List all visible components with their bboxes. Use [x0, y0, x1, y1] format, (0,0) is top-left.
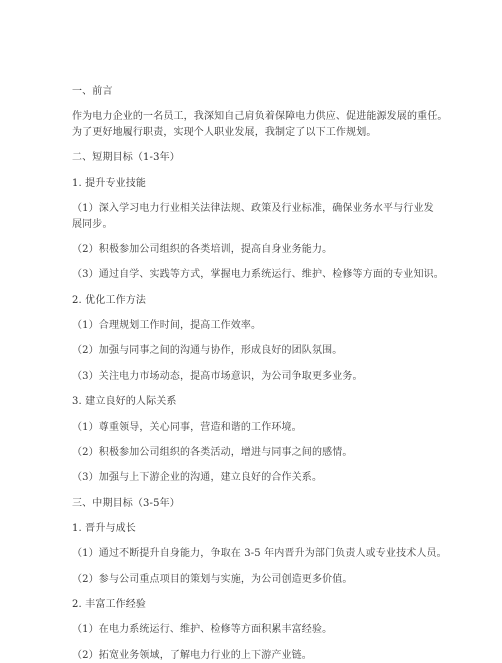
- paragraph-line: 作为电力企业的一名员工，我深知自己肩负着保障电力供应、促进能源发展的重任。: [72, 111, 448, 122]
- subheading-promotion: 1. 晋升与成长: [72, 523, 136, 534]
- section-heading-preface: 一、前言: [72, 86, 113, 97]
- list-item: （1）通过不断提升自身能力，争取在 3-5 年内晋升为部门负责人或专业技术人员。: [72, 548, 447, 559]
- list-item: （2）积极参加公司组织的各类培训，提高自身业务能力。: [72, 244, 333, 255]
- list-item: （3）通过自学、实践等方式，掌握电力系统运行、维护、检修等方面的专业知识。: [72, 269, 444, 280]
- list-item: （2）拓宽业务领域，了解电力行业的上下游产业链。: [72, 650, 312, 661]
- section-heading-mid-term: 三、中期目标（3-5年）: [72, 498, 180, 509]
- subheading-relationships: 3. 建立良好的人际关系: [72, 396, 177, 407]
- list-item: （3）关注电力市场动态，提高市场意识，为公司争取更多业务。: [72, 371, 363, 382]
- list-item: （2）参与公司重点项目的策划与实施，为公司创造更多价值。: [72, 574, 353, 585]
- list-item-continuation: 展同步。: [72, 219, 113, 230]
- subheading-methods: 2. 优化工作方法: [72, 295, 147, 306]
- list-item: （3）加强与上下游企业的沟通，建立良好的合作关系。: [72, 472, 323, 483]
- paragraph-line: 为了更好地履行职责，实现个人职业发展，我制定了以下工作规划。: [72, 127, 377, 138]
- list-item: （1）尊重领导，关心同事，营造和谐的工作环境。: [72, 422, 302, 433]
- list-item: （2）积极参加公司组织的各类活动，增进与同事之间的感情。: [72, 447, 353, 458]
- subheading-skills: 1. 提升专业技能: [72, 178, 147, 189]
- list-item: （1）在电力系统运行、维护、检修等方面积累丰富经验。: [72, 624, 333, 635]
- list-item: （1）合理规划工作时间，提高工作效率。: [72, 320, 262, 331]
- section-heading-short-term: 二、短期目标（1-3年）: [72, 152, 180, 163]
- subheading-experience: 2. 丰富工作经验: [72, 599, 147, 610]
- list-item: （1）深入学习电力行业相关法律法规、政策及行业标准，确保业务水平与行业发: [72, 203, 434, 214]
- list-item: （2）加强与同事之间的沟通与协作，形成良好的团队氛围。: [72, 345, 343, 356]
